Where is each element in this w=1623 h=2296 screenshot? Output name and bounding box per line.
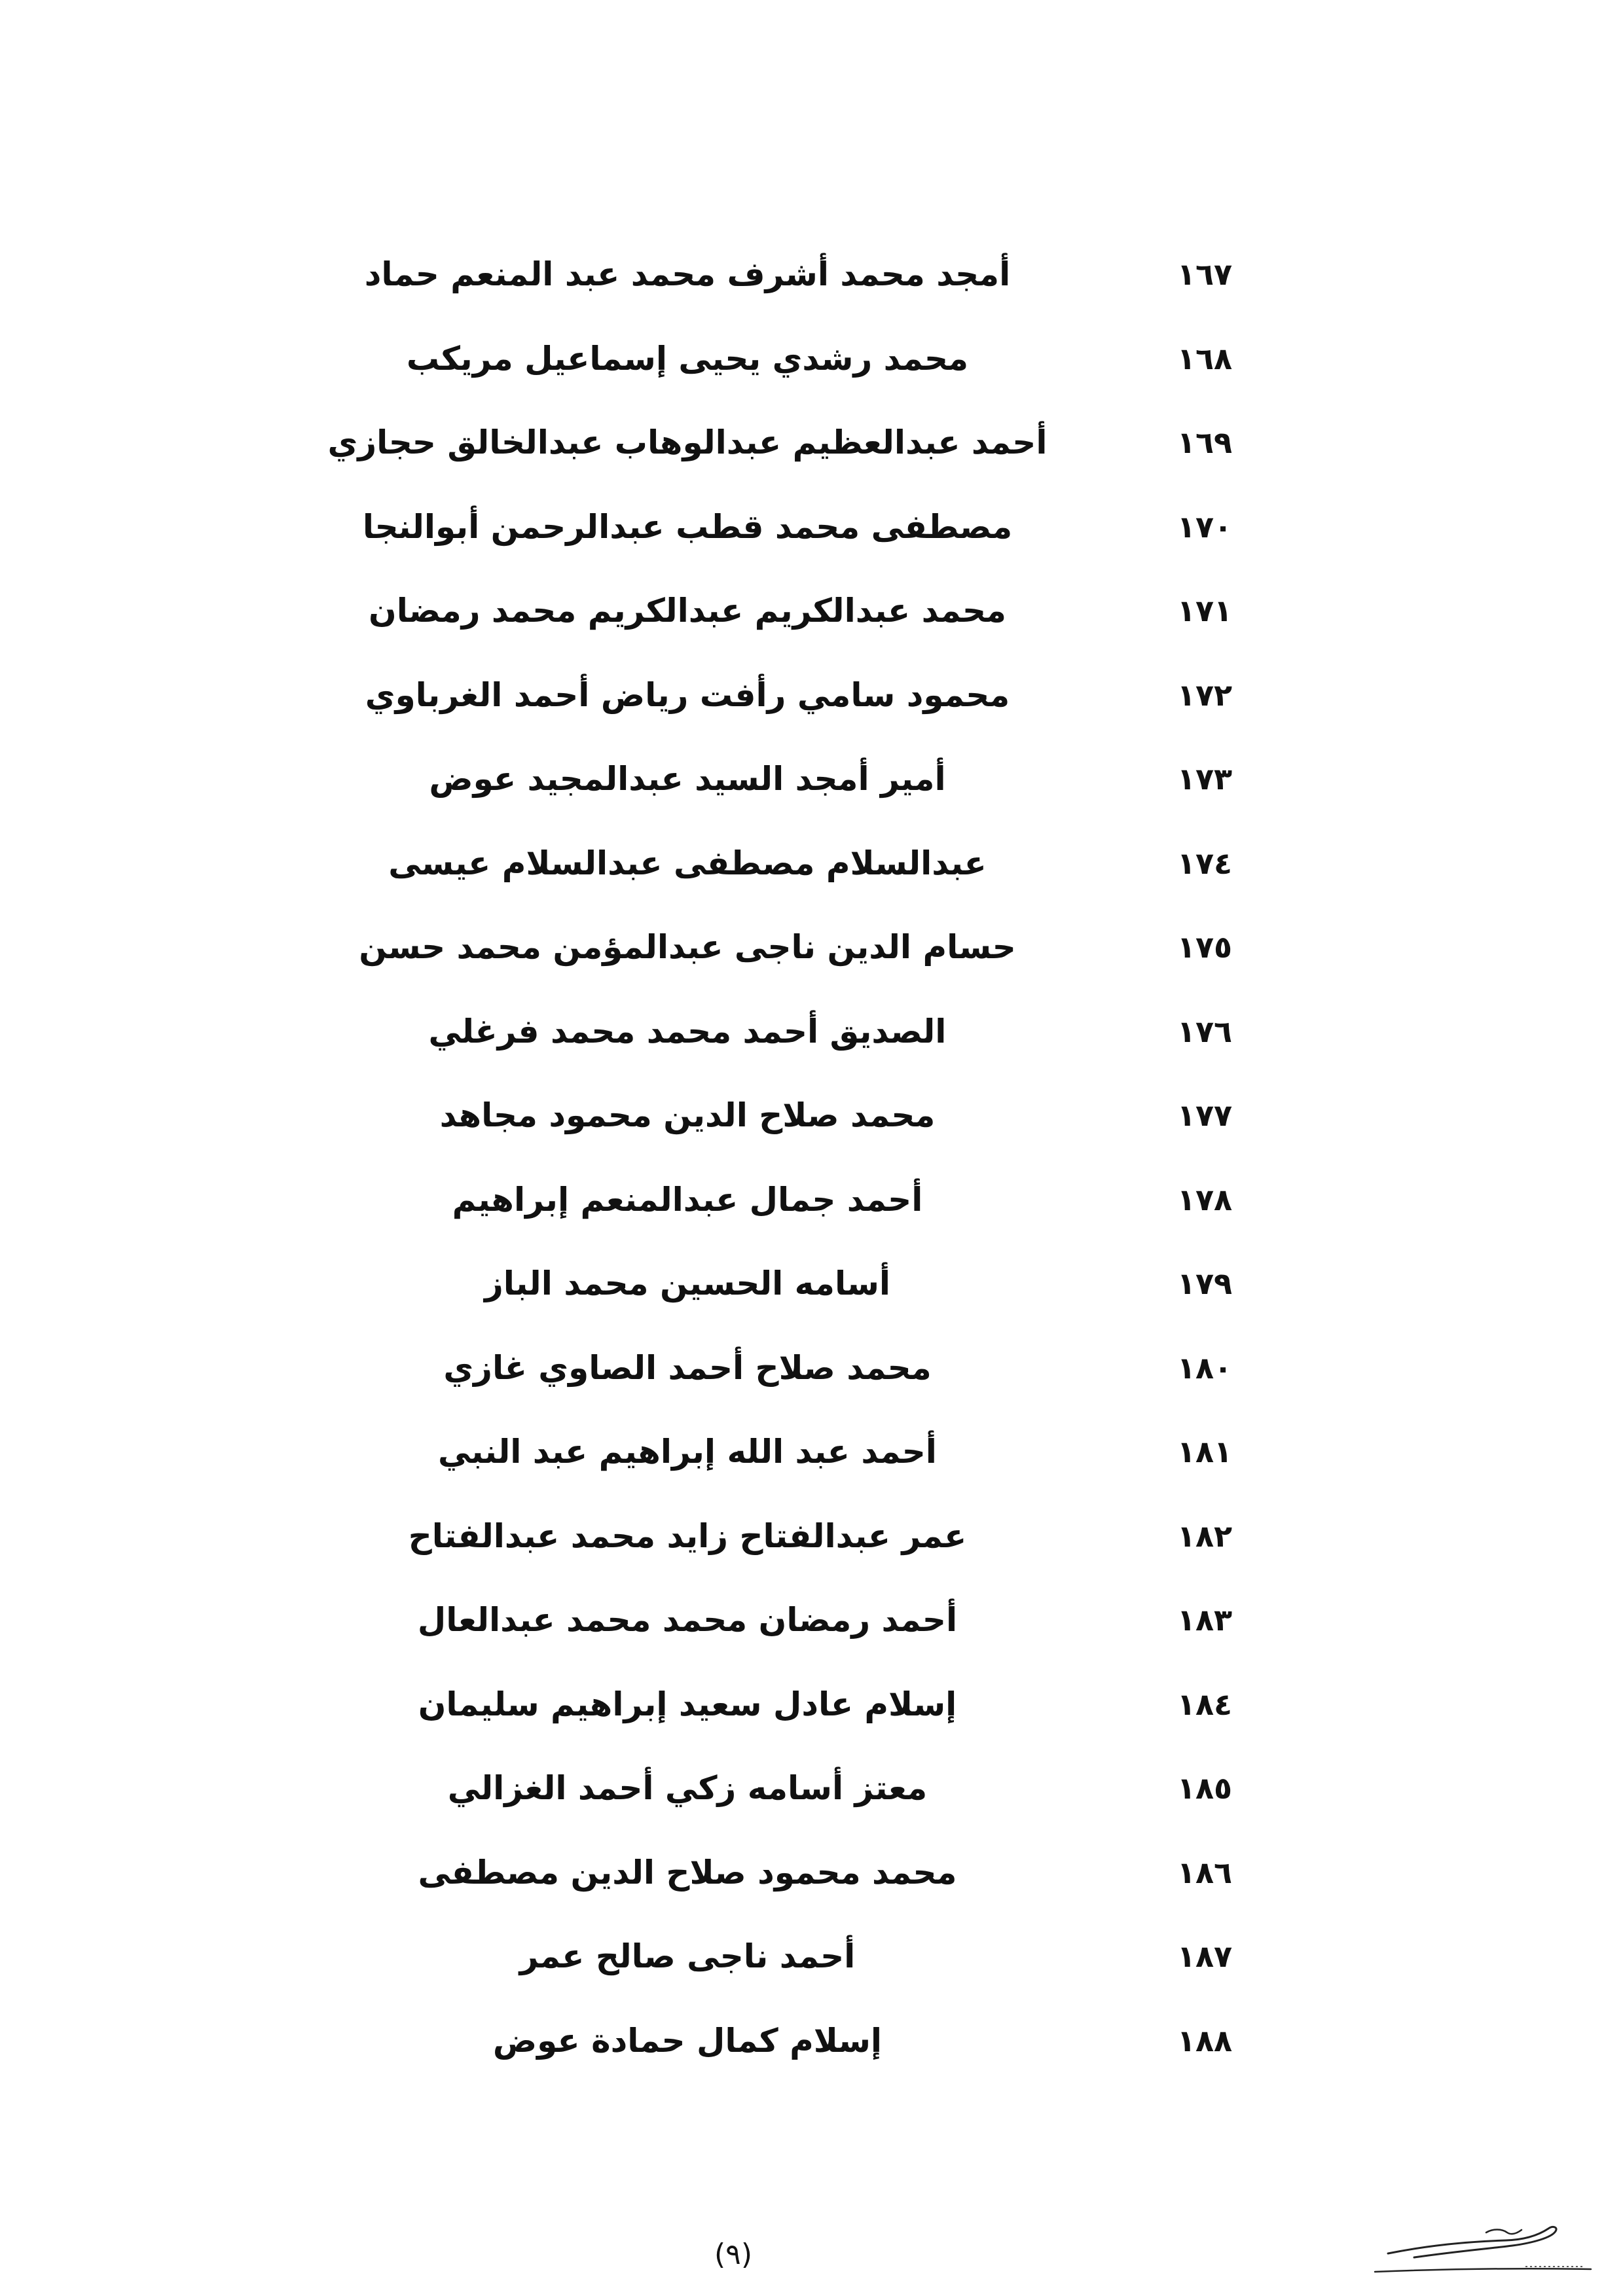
entry-name: محمد محمود صلاح الدين مصطفى bbox=[418, 1853, 957, 1892]
entry-number: ١٧٢ bbox=[1176, 677, 1233, 713]
entry-number: ١٧٥ bbox=[1176, 929, 1233, 965]
list-item bbox=[0, 1073, 1623, 1158]
entry-name: إسلام عادل سعيد إبراهيم سليمان bbox=[418, 1685, 957, 1723]
entry-number: ١٨٤ bbox=[1176, 1686, 1233, 1722]
page-number: (٩) bbox=[714, 2238, 752, 2271]
entry-number: ١٨٦ bbox=[1176, 1854, 1233, 1890]
list-item bbox=[0, 1578, 1623, 1662]
entry-name: محمود سامي رأفت رياض أحمد الغرباوي bbox=[365, 675, 1010, 714]
entry-name: أحمد ناجى صالح عمر bbox=[519, 1937, 856, 1975]
entry-number: ١٧١ bbox=[1176, 593, 1233, 628]
list-item bbox=[0, 1831, 1623, 1915]
list-item bbox=[0, 1746, 1623, 1831]
entry-name: مصطفى محمد قطب عبدالرحمن أبوالنجا bbox=[362, 507, 1013, 546]
entry-name: أمير أمجد السيد عبدالمجيد عوض bbox=[429, 760, 946, 798]
entry-name: عمر عبدالفتاح زايد محمد عبدالفتاح bbox=[408, 1516, 967, 1555]
entry-number: ١٨٥ bbox=[1176, 1770, 1233, 1806]
list-item bbox=[0, 317, 1623, 401]
entry-number: ١٨١ bbox=[1176, 1434, 1233, 1469]
entry-name: أسامه الحسين محمد الباز bbox=[484, 1265, 891, 1302]
entry-name: الصديق أحمد محمد محمد فرغلي bbox=[428, 1012, 947, 1050]
list-item bbox=[0, 821, 1623, 906]
entry-name: محمد صلاح الدين محمود مجاهد bbox=[439, 1096, 936, 1134]
entry-number: ١٦٧ bbox=[1176, 257, 1233, 292]
entry-name: أحمد جمال عبدالمنعم إبراهيم bbox=[452, 1180, 923, 1219]
list-item bbox=[0, 1326, 1623, 1410]
entry-number: ١٧٦ bbox=[1176, 1013, 1233, 1049]
list-item bbox=[0, 1158, 1623, 1242]
entry-number: ١٧٧ bbox=[1176, 1098, 1233, 1133]
entry-name: محمد عبدالكريم عبدالكريم محمد رمضان bbox=[369, 592, 1006, 630]
entry-name: حسام الدين ناجى عبدالمؤمن محمد حسن bbox=[359, 928, 1016, 966]
list-item bbox=[0, 1494, 1623, 1579]
entry-number: ١٧٩ bbox=[1176, 1266, 1233, 1301]
entry-number: ١٧٤ bbox=[1176, 845, 1233, 881]
entry-number: ١٨٧ bbox=[1176, 1939, 1233, 1974]
entry-name: محمد رشدي يحيى إسماعيل مريكب bbox=[406, 339, 969, 378]
signature-mark bbox=[1362, 2209, 1597, 2287]
entry-name: محمد صلاح أحمد الصاوي غازي bbox=[443, 1348, 932, 1387]
list-item bbox=[0, 1662, 1623, 1747]
entry-name: أحمد رمضان محمد محمد عبدالعال bbox=[417, 1601, 958, 1639]
list-item bbox=[0, 1242, 1623, 1326]
entry-name: أمجد محمد أشرف محمد عبد المنعم حماد bbox=[364, 255, 1011, 293]
list-item bbox=[0, 401, 1623, 485]
entry-number: ١٧٠ bbox=[1176, 509, 1233, 545]
list-item bbox=[0, 1999, 1623, 2083]
names-list bbox=[0, 232, 1623, 2083]
list-item bbox=[0, 485, 1623, 569]
list-item bbox=[0, 1914, 1623, 1999]
list-item bbox=[0, 1410, 1623, 1494]
list-item bbox=[0, 990, 1623, 1074]
entry-number: ١٨٢ bbox=[1176, 1518, 1233, 1554]
entry-name: معتز أسامه زكي أحمد الغزالي bbox=[447, 1769, 928, 1807]
entry-number: ١٨٨ bbox=[1176, 2022, 1233, 2058]
list-item bbox=[0, 232, 1623, 317]
list-item bbox=[0, 653, 1623, 738]
entry-number: ١٧٨ bbox=[1176, 1181, 1233, 1217]
entry-name: أحمد عبدالعظيم عبدالوهاب عبدالخالق حجازي bbox=[327, 423, 1048, 461]
entry-number: ١٧٣ bbox=[1176, 761, 1233, 797]
entry-name: إسلام كمال حمادة عوض bbox=[492, 2021, 883, 2060]
entry-name: عبدالسلام مصطفى عبدالسلام عيسى bbox=[388, 844, 987, 882]
entry-name: أحمد عبد الله إبراهيم عبد النبي bbox=[438, 1433, 937, 1471]
entry-number: ١٦٩ bbox=[1176, 425, 1233, 460]
entry-number: ١٨٠ bbox=[1176, 1350, 1233, 1386]
list-item bbox=[0, 737, 1623, 821]
list-item bbox=[0, 569, 1623, 653]
list-item bbox=[0, 905, 1623, 990]
entry-number: ١٦٨ bbox=[1176, 340, 1233, 376]
entry-number: ١٨٣ bbox=[1176, 1602, 1233, 1638]
